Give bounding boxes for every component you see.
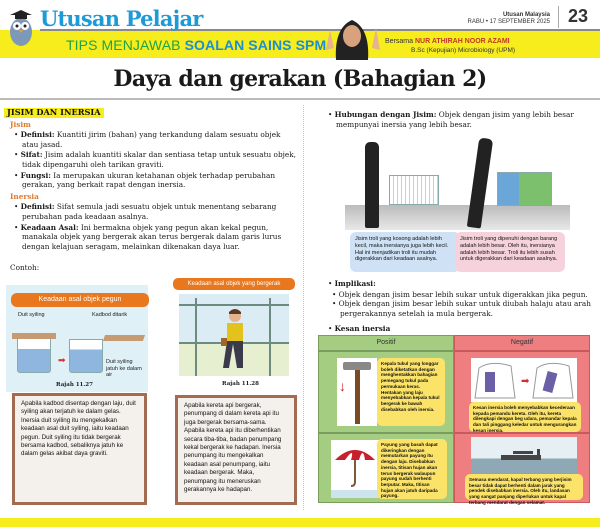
title-rule [0,98,600,100]
note-airplane: Semasa mendarat, kapal terbang yang berjisim besar tidak dapat berhenti dalam jarak yang pendek disebabkan inersia. Oleh itu, landasan yang sangat panjang diperlukan untuk kapal terbang mendarat dengan selamat. [465,474,583,500]
hammer-illustration [337,358,377,426]
passenger-illustration [217,308,253,372]
item-label: Kesan inersia [334,324,391,334]
figure-banner: Keadaan asal objek yang bergerak [173,278,295,290]
figure-caption: Rajah 11.27 [56,382,93,388]
person-1 [365,142,379,228]
item-label: Fungsi: [20,170,51,180]
pole [195,298,197,376]
section-heading: JISIM DAN INERSIA [4,108,104,118]
item-text: Objek dengan jisim besar lebih sukar untuk digerakkan jika pegun. [338,289,588,299]
header-negative: Negatif [454,335,590,351]
figure-caption: Rajah 11.28 [222,381,259,387]
glass-1 [17,339,51,373]
arrow-icon: ➡ [58,355,66,365]
page-title: Daya dan gerakan (Bahagian 2) [113,66,487,92]
driver-seat-icon [471,358,577,402]
item-text: Sifat semula jadi sesuatu objek untuk menentang sebarang perubahan pada keadaan asalnya. [22,202,277,221]
trolley-figure [345,130,570,230]
cell-positive [318,433,454,503]
tips-prefix: TIPS MENJAWAB [66,37,185,53]
kesan-heading: • Kesan inersia [328,324,391,334]
item-label: Definisi: [20,130,55,140]
implikasi-heading: • Implikasi: [328,279,376,288]
hubungan-item: • Hubungan dengan Jisim: Objek dengan jisim yang lebih besar mempunyai inersia yang lebih besar. [328,110,574,129]
paper-info [468,12,550,26]
column-divider [303,105,304,510]
inersia-item: • Keadaan Asal: Ini bermakna objek yang pegun akan kekal pegun, manakala objek yang bergerak akan terus bergerak dalam garis lurus dengan kelajuan seragam, melainkan dikenakan daya luar. [14,222,282,251]
item-text: Kuantiti jirim (bahan) yang terkandung dalam sesuatu objek atau jasad. [22,130,281,149]
implikasi-item: • Objek dengan jisim besar lebih sukar untuk diubah halaju atau arah pergerakannya setelah ia mula bergerak. [332,299,591,318]
footer-yellow-band [0,518,600,527]
label-coin: Duit syiling [18,312,45,318]
cardboard-pulled [103,335,145,341]
bersama-label: Bersama [385,38,415,45]
umbrella-icon [331,440,379,498]
note-hammer: Kepala tukul yang longgar boleh diketatkan dengan menghentakkan bahagian pemegang tukul pada permukaan keras. Hentakan yang laju menyebabkan kepala tukul bergerak ke bawah disebabkan oleh inersia. [377,358,445,426]
right-column [318,110,596,130]
item-text: Objek dengan jisim yang lebih besar mempunyai inersia yang lebih besar. [336,110,574,129]
caption-full-trolley: Jisim troli yang dipenuhi dengan barang adalah lebih besar. Oleh itu, inersianya adalah lebih besar. Troli itu lebih susah untuk digerakkan dari keadaan asalnya. [455,232,565,272]
label-card: Kadbod ditarik [92,312,128,318]
item-text: Ia merupakan ukuran ketahanan objek terhadap perubahan gerakan, yang berkait rapat dengan inersia. [22,170,276,190]
figure-stationary [6,285,148,392]
note-umbrella: Payung yang basah dapat dikeringkan dengan memutarkan payung itu dengan laju. Disebabkan inersia, titisan hujan akan terus bergerak walaupun payung sudah berhenti berputar. Maka, titisan hujan akan jatuh daripada payung. [377,439,447,499]
item-label: Keadaan Asal: [20,222,79,232]
author-photo [322,10,382,60]
author-line [385,38,510,45]
item-label: Implikasi: [334,279,376,288]
owl-mascot-icon [4,6,38,48]
explanation-box-moving: Apabila kereta api bergerak, penumpang di dalam kereta api itu juga bergerak bersama-sama. Apabila kereta api itu diberhentikan secara tiba-tiba, badan penumpang kekal bergerak ke hadapan. Inersia penumpang itu mengekalkan keadaan asal penumpang, iaitu keadaan bergerak. Maka, penumpang itu meneruskan gerakannya ke hadapan. [175,395,297,505]
label-fall: Duit syiling jatuh ke dalam air [106,359,142,378]
tips-bold: SOALAN SAINS SPM [184,37,327,53]
full-trolley [497,172,552,206]
item-label: Sifat: [20,150,43,160]
jisim-item: • Sifat: Jisim adalah kuantiti skalar dan sentiasa tetap untuk sesuatu objek, tidak dipengaruhi oleh tarikan graviti. [14,150,296,169]
figure-banner: Keadaan asal objek pegun [11,293,149,307]
cell-negative [454,433,590,503]
explanation-box-stationary: Apabila kadbod disentap dengan laju, duit syiling akan terjatuh ke dalam gelas. Inersia duit syiling itu mengekalkan keadaan asal duit syiling, iaitu keadaan pegun. Duit syiling itu tidak bergerak bersama kadbod, sebaliknya jatuh ke dalam gelas akibat daya graviti. [12,393,147,505]
implikasi-item: • Objek dengan jisim besar lebih sukar untuk digerakkan jika pegun. [332,289,588,299]
train-illustration [179,294,289,376]
header-positive: Positif [318,335,454,351]
author-name: NUR ATHIRAH NOOR AZAMI [414,38,510,45]
inersia-heading: Inersia [10,191,39,201]
svg-text:➡: ➡ [521,376,530,387]
logo: Utusan Pelajar [40,6,203,31]
item-label: Definisi: [20,202,55,212]
airplane-illustration [471,437,577,473]
caption-empty-trolley: Jisim troli yang kosong adalah lebih kecil, maka inersianya juga lebih kecil. Hal ini menjadikan troli itu mudah digerakkan dari keadaan asalnya. [350,232,460,272]
issue-date: RABU • 17 SEPTEMBER 2025 [467,19,550,25]
car-crash-illustration [471,358,577,402]
inertia-effects-table [318,335,590,515]
example-label: Contoh: [10,263,40,273]
empty-trolley [389,175,439,205]
item-text: Ini bermakna objek yang pegun akan kekal pegun, manakala objek yang bergerak akan terus bergerak dalam garis lurus dengan kelajuan seragam, melainkan dikenakan daya luar. [22,222,282,251]
item-text: Objek dengan jisim besar lebih sukar untuk diubah halaju atau arah pergerakannya setelah ia mula bergerak. [338,299,591,318]
masthead [0,0,600,62]
page-number: 23 [568,6,589,26]
jisim-item: • Definisi: Kuantiti jirim (bahan) yang terkandung dalam sesuatu objek atau jasad. [14,130,281,149]
airplane-icon [471,437,577,473]
paper-name: Utusan Malaysia [502,12,550,18]
tips-heading [66,37,326,53]
arrow-down-icon: ↓ [339,378,346,394]
note-car: Kesan inersia boleh menyebabkan kecederaan kepada pemandu kereta. Oleh itu, kereta dilengkapi dengan beg udara, pemandar kepala dan tali pinggang keledar untuk mengurangkan kesan inersia. [469,402,581,432]
implikasi-block [318,279,596,335]
author-degree: B.Sc (Kepujian) Microbiology (UPM) [411,47,516,54]
item-text: Jisim adalah kuantiti skalar dan sentiasa tetap untuk sesuatu objek, tidak dipengaruhi oleh tarikan graviti. [22,150,296,169]
jisim-heading: Jisim [10,119,31,129]
figure-moving [170,274,296,392]
cell-positive [318,351,454,433]
cell-negative [454,351,590,433]
pole [269,298,271,376]
glass-2 [69,339,103,373]
jisim-item: • Fungsi: Ia merupakan ukuran ketahanan objek terhadap perubahan gerakan, yang berkait rapat dengan inersia. [14,170,276,190]
page-separator [558,6,559,28]
umbrella-illustration [331,440,379,498]
left-column [4,108,296,273]
item-label: Hubungan dengan Jisim: [334,110,437,119]
inersia-item: • Definisi: Sifat semula jadi sesuatu objek untuk menentang sebarang perubahan pada keadaan asalnya. [14,202,277,221]
